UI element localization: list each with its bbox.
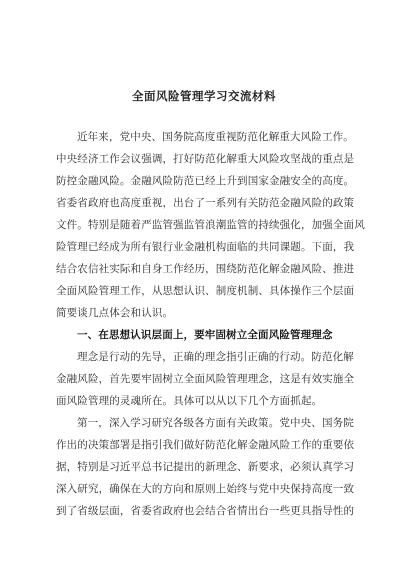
paragraph-line: 深入研究，确保在大的方向和原则上始终与党中央保持高度一致 xyxy=(56,483,355,495)
paragraph-line: 作出的决策部署是指引我们做好防范化解金融风险工作的重要依 xyxy=(56,439,355,451)
paragraph-line: 金融风险，首先要牢固树立全面风险管理理念，这是有效实施全 xyxy=(56,373,355,385)
paragraph-line: 面风险管理的灵魂所在。具体可以从以下几个方面抓起。 xyxy=(56,395,323,407)
paragraph-line: 第一，深入学习研究各级各方面有关政策。党中央、国务院 xyxy=(77,417,354,429)
paragraph-line: 到了省级层面，省委省政府也会结合省情出台一些更具指导性的 xyxy=(56,505,355,517)
paragraph-line: 文件。特别是随着严监管强监管浪潮监管的持续强化，加强全面风 xyxy=(56,219,365,231)
paragraph-line: 省委省政府也高度重视，出台了一系列有关防范金融风险的政策 xyxy=(56,197,355,209)
paragraph-line: 防控金融风险。金融风险防范已经上升到国家金融安全的高度。 xyxy=(56,175,355,187)
paragraph-line: 险管理已经成为所有银行业金融机构面临的共同课题。下面，我 xyxy=(56,241,355,253)
paragraph-line: 结合农信社实际和自身工作经历，围绕防范化解金融风险、推进 xyxy=(56,263,355,275)
paragraph-line: 近年来，党中央、国务院高度重视防范化解重大风险工作。 xyxy=(77,131,354,143)
paragraph-line: 简要谈几点体会和认识。 xyxy=(56,307,174,319)
section-heading: 一、在思想认识层面上，要牢固树立全面风险管理理念 xyxy=(77,329,333,341)
paragraph-line: 全面风险管理工作，从思想认识、制度机制、具体操作三个层面 xyxy=(56,285,355,297)
paragraph-line: 中央经济工作会议强调，打好防范化解重大风险攻坚战的重点是 xyxy=(56,153,355,165)
paragraph-line: 理念是行动的先导，正确的理念指引正确的行动。防范化解 xyxy=(77,351,354,363)
paragraph-line: 据，特别是习近平总书记提出的新理念、新要求，必须认真学习 xyxy=(56,461,355,473)
document-title: 全面风险管理学习交流材料 xyxy=(132,89,276,103)
